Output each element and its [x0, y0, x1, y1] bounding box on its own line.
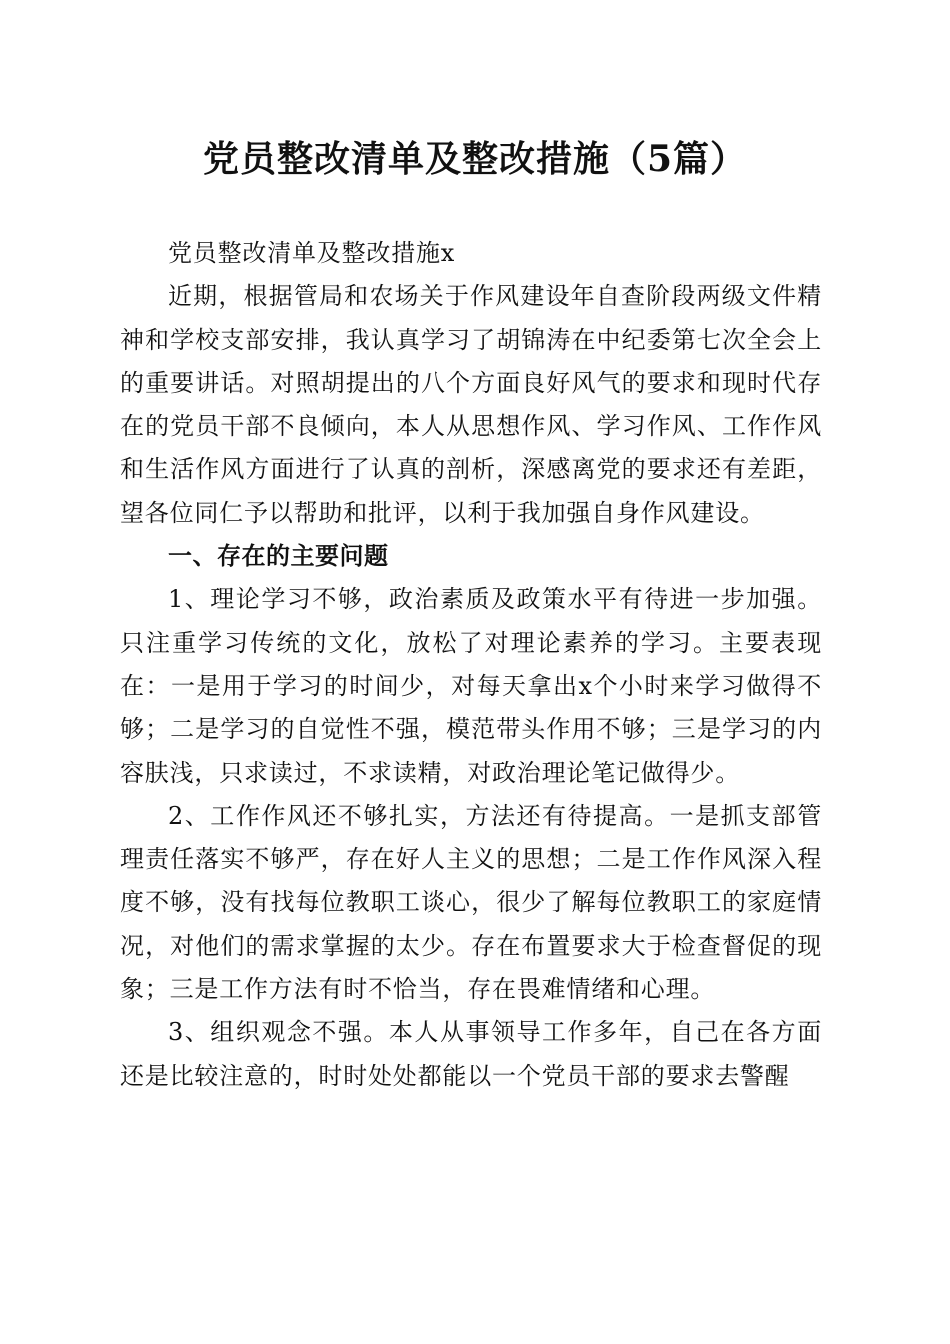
paragraph-item-1: 1、理论学习不够，政治素质及政策水平有待进一步加强。只注重学习传统的文化，放松了对理论素养的学习。主要表现在：一是用于学习的时间少，对每天拿出x个小时来学习做得不够；二是学习的自觉性不强，模范带头作用不够；三是学习的内容肤浅，只求读过，不求读精，对政治理论笔记做得少。 — [120, 585, 822, 787]
paragraph-item-2: 2、工作作风还不够扎实，方法还有待提高。一是抓支部管理责任落实不够严，存在好人主义的思想；二是工作作风深入程度不够，没有找每位教职工谈心，很少了解每位教职工的家庭情况，对他们的需求掌握的太少。存在布置要求大于检查督促的现象；三是工作方法有时不恰当，存在畏难情绪和心理。 — [120, 801, 822, 1004]
paragraph-item-3: 3、组织观念不强。本人从事领导工作多年，自己在各方面还是比较注意的，时时处处都能以一个党员干部的要求去警醒 — [120, 1018, 822, 1090]
document-subtitle: 党员整改清单及整改措施x — [168, 239, 456, 267]
document-body — [120, 232, 822, 1098]
paragraph-intro: 近期，根据管局和农场关于作风建设年自查阶段两级文件精神和学校支部安排，我认真学习了胡锦涛在中纪委第七次全会上的重要讲话。对照胡提出的八个方面良好风气的要求和现时代存在的党员干部不良倾向，本人从思想作风、学习作风、工作作风和生活作风方面进行了认真的剖析，深感离党的要求还有差距，望各位同仁予以帮助和批评，以利于我加强自身作风建设。 — [120, 282, 822, 527]
section-heading: 一、存在的主要问题 — [168, 542, 389, 571]
document-title: 党员整改清单及整改措施（5篇） — [202, 138, 748, 180]
